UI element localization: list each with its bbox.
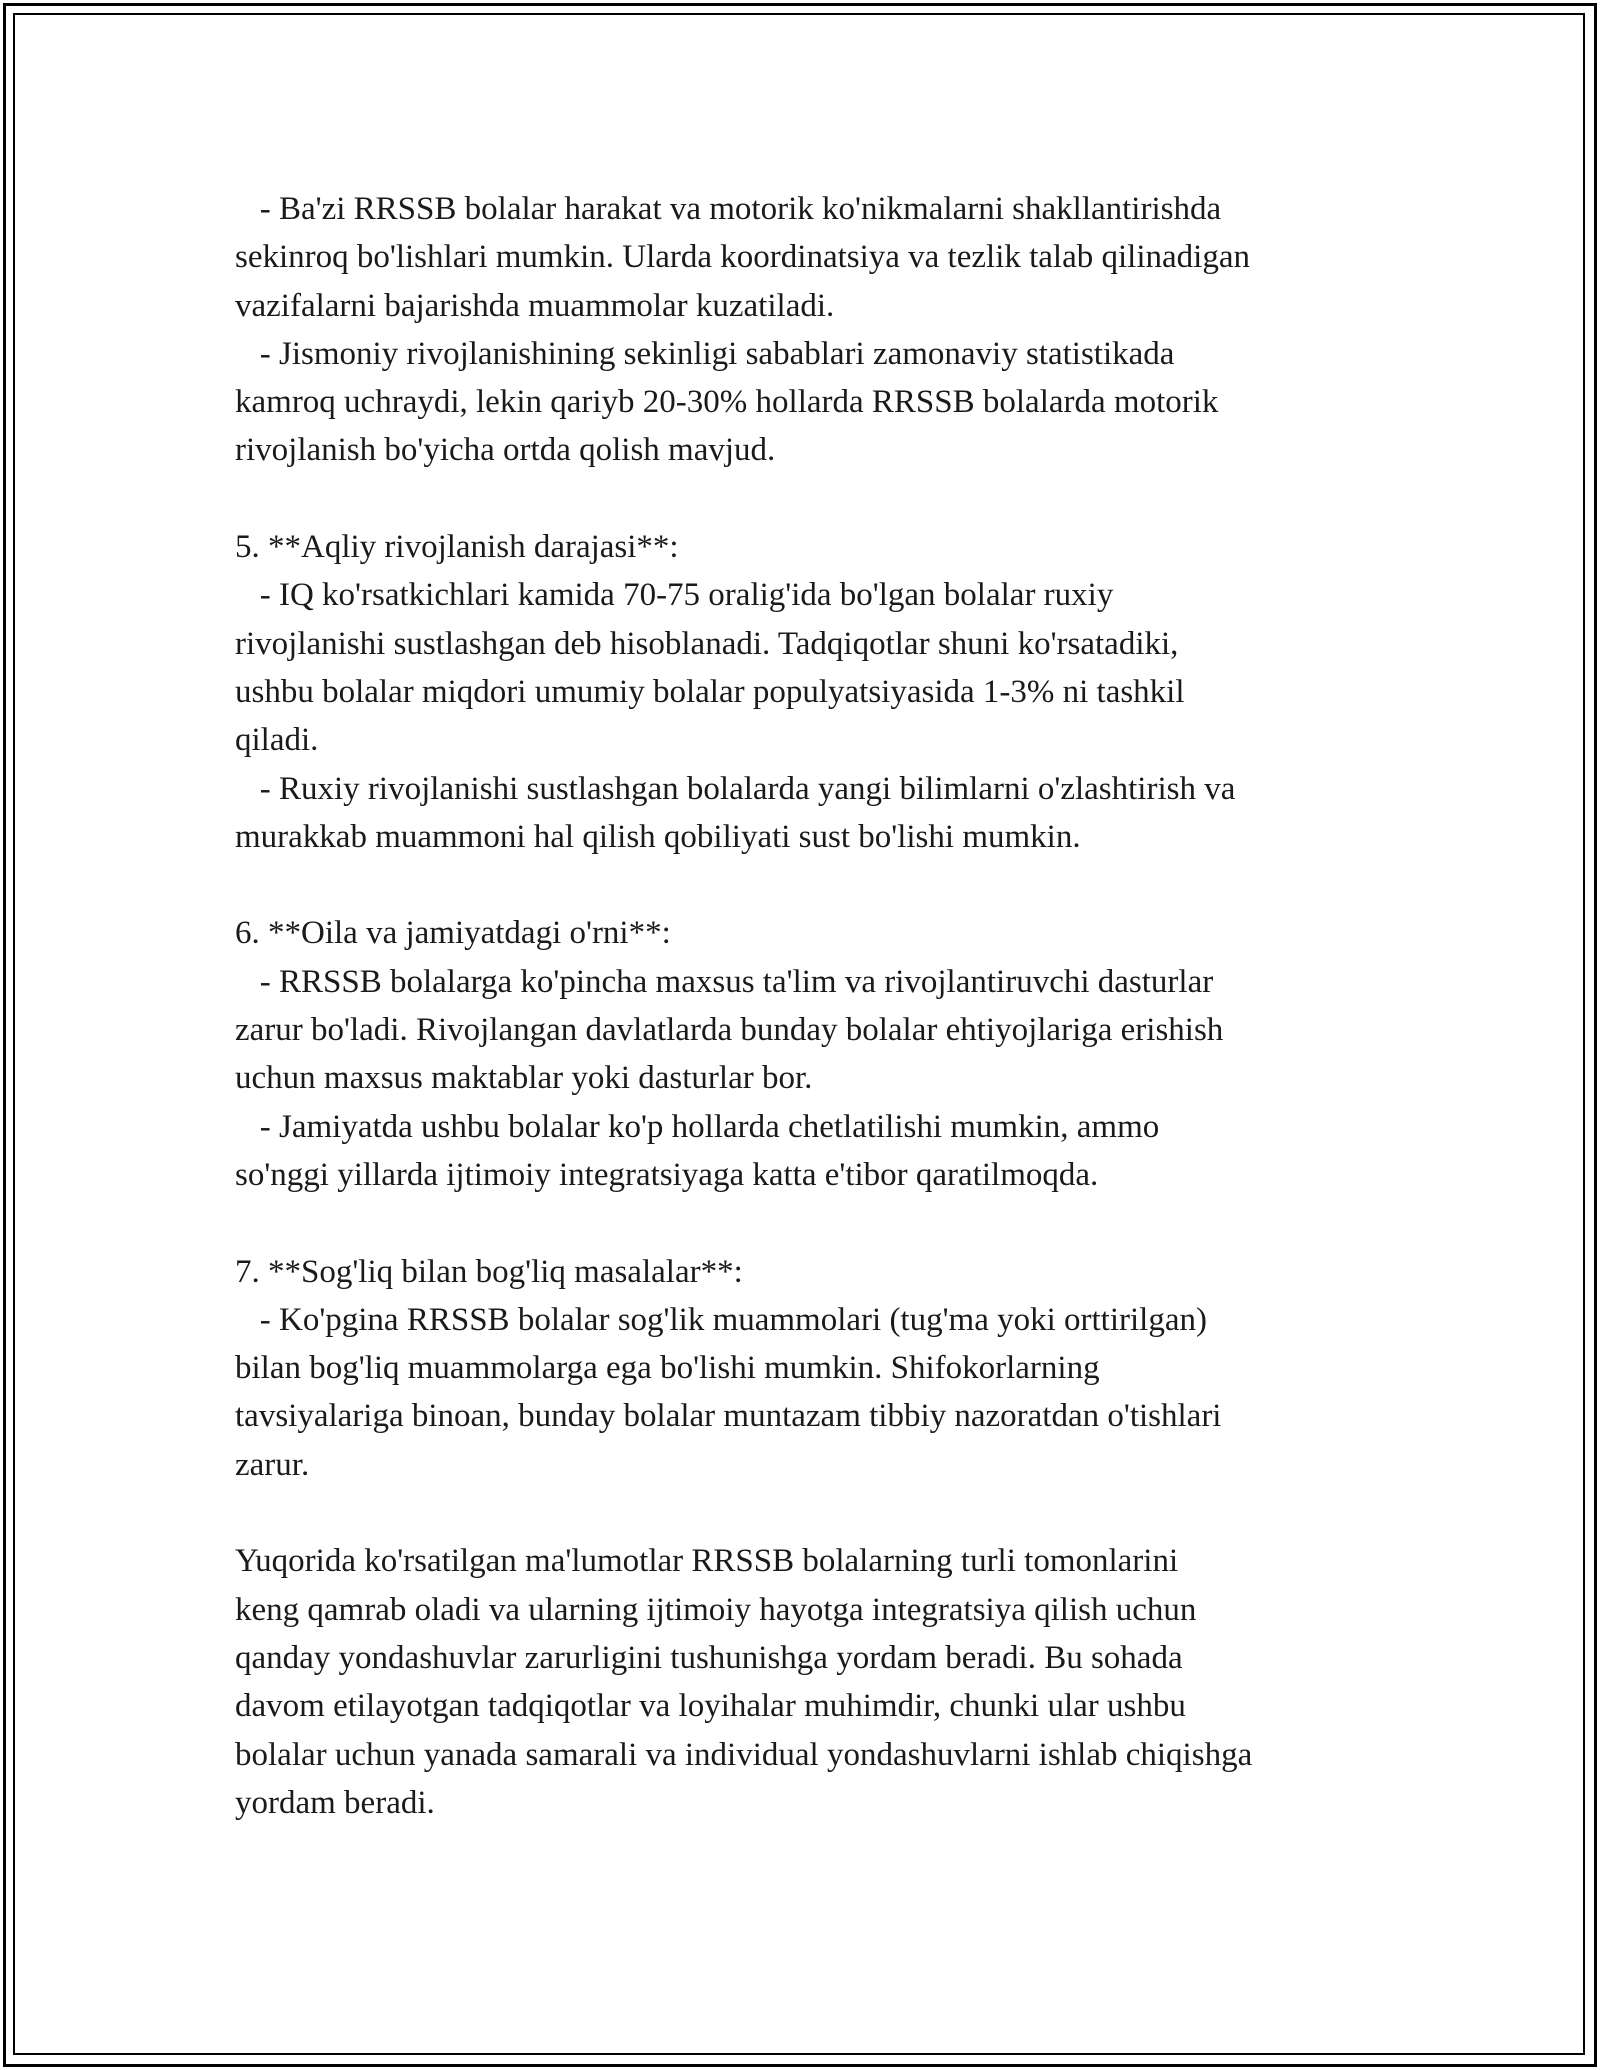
text-line: qiladi. [235,722,319,759]
text-line: tavsiyalariga binoan, bunday bolalar muntazam tibbiy nazoratdan o'tishlari [235,1398,1222,1435]
text-line: - IQ ko'rsatkichlari kamida 70-75 oralig'ida bo'lgan bolalar ruxiy [235,577,1114,614]
document-body [235,185,1405,1827]
text-line: ushbu bolalar miqdori umumiy bolalar populyatsiyasida 1-3% ni tashkil [235,673,1185,710]
text-line: davom etilayotgan tadqiqotlar va loyihalar muhimdir, chunki ular ushbu [235,1688,1186,1725]
text-line: Yuqorida ko'rsatilgan ma'lumotlar RRSSB bolalarning turli tomonlarini [235,1543,1179,1580]
section-heading-line: 7. **Sog'liq bilan bog'liq masalalar**: [235,1253,743,1290]
text-line: so'nggi yillarda ijtimoiy integratsiyaga katta e'tibor qaratilmoqda. [235,1156,1099,1193]
paragraph-health-issues [235,1248,1405,1489]
text-line: - Ruxiy rivojlanishi sustlashgan bolalarda yangi bilimlarni o'zlashtirish va [235,770,1236,807]
paragraph-motor-skills [235,185,1405,475]
text-line: - Jismoniy rivojlanishining sekinligi sabablari zamonaviy statistikada [235,335,1175,372]
paragraph-intellectual-level [235,523,1405,861]
text-line: vazifalarni bajarishda muammolar kuzatiladi. [235,287,835,324]
text-line: bilan bog'liq muammolarga ega bo'lishi mumkin. Shifokorlarning [235,1350,1100,1387]
text-line: yordam beradi. [235,1784,435,1821]
text-line: qanday yondashuvlar zarurligini tushunishga yordam beradi. Bu sohada [235,1639,1183,1676]
text-line: - Ba'zi RRSSB bolalar harakat va motorik ko'nikmalarni shakllantirishda [235,191,1222,227]
paragraph-gap [235,475,1405,523]
paragraph-gap [235,1489,1405,1537]
paragraph-gap [235,1199,1405,1247]
section-heading-line: 5. **Aqliy rivojlanish darajasi**: [235,529,679,566]
text-line: kamroq uchraydi, lekin qariyb 20-30% hollarda RRSSB bolalarda motorik [235,384,1219,421]
text-line: keng qamrab oladi va ularning ijtimoiy hayotga integratsiya qilish uchun [235,1591,1197,1628]
paragraph-family-society [235,909,1405,1199]
paragraph-conclusion [235,1537,1405,1827]
text-line: - RRSSB bolalarga ko'pincha maxsus ta'lim va rivojlantiruvchi dasturlar [235,963,1214,1000]
text-line: sekinroq bo'lishlari mumkin. Ularda koordinatsiya va tezlik talab qilinadigan [235,239,1250,276]
text-line: murakkab muammoni hal qilish qobiliyati sust bo'lishi mumkin. [235,818,1081,855]
text-line: - Jamiyatda ushbu bolalar ko'p hollarda chetlatilishi mumkin, ammo [235,1108,1160,1145]
text-line: - Ko'pgina RRSSB bolalar sog'lik muammolari (tug'ma yoki orttirilgan) [235,1301,1207,1338]
text-line: bolalar uchun yanada samarali va individual yondashuvlarni ishlab chiqishga [235,1736,1253,1773]
text-line: zarur bo'ladi. Rivojlangan davlatlarda bunday bolalar ehtiyojlariga erishish [235,1012,1224,1049]
text-line: rivojlanish bo'yicha ortda qolish mavjud. [235,432,776,469]
section-heading-line: 6. **Oila va jamiyatdagi o'rni**: [235,915,671,952]
text-line: uchun maxsus maktablar yoki dasturlar bor. [235,1060,813,1097]
text-line: zarur. [235,1446,310,1483]
paragraph-gap [235,861,1405,909]
text-line: rivojlanishi sustlashgan deb hisoblanadi. Tadqiqotlar shuni ko'rsatadiki, [235,625,1179,662]
